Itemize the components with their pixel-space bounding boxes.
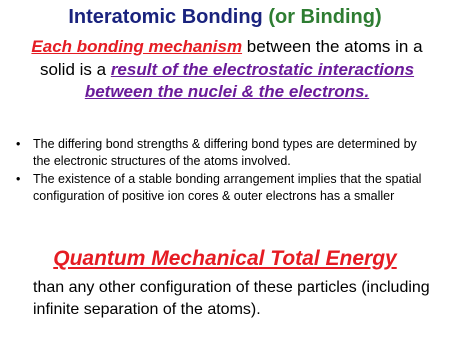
list-item [16,136,436,169]
bullet-text: The existence of a stable bonding arrangement implies that the spatial configuration of positive ion cores & outer electrons has a smaller [33,172,422,203]
emphasis-heading: Quantum Mechanical Total Energy [53,247,397,270]
bullet-list [16,136,436,206]
intro-text: between the atoms in a solid is a [39,37,423,79]
list-item [16,171,436,204]
intro-highlight-bonding-mechanism: Each bonding mechanism [31,37,243,56]
intro-highlight-electrostatic: result of the electrostatic interactions between the nuclei & the electrons. [84,59,415,101]
slide-title [0,4,450,30]
title-main: Interatomic Bonding [68,6,263,28]
bullet-marker: • [16,172,21,186]
closing-paragraph: than any other configuration of these particles (including infinite separation of the atoms). [33,279,430,318]
title-parenthetical: (or Binding) [268,6,382,28]
intro-paragraph [22,36,432,104]
bullet-text: The differing bond strengths & differing bond types are determined by the electronic structures of the atoms involved. [33,137,417,168]
bullet-marker: • [16,137,21,151]
